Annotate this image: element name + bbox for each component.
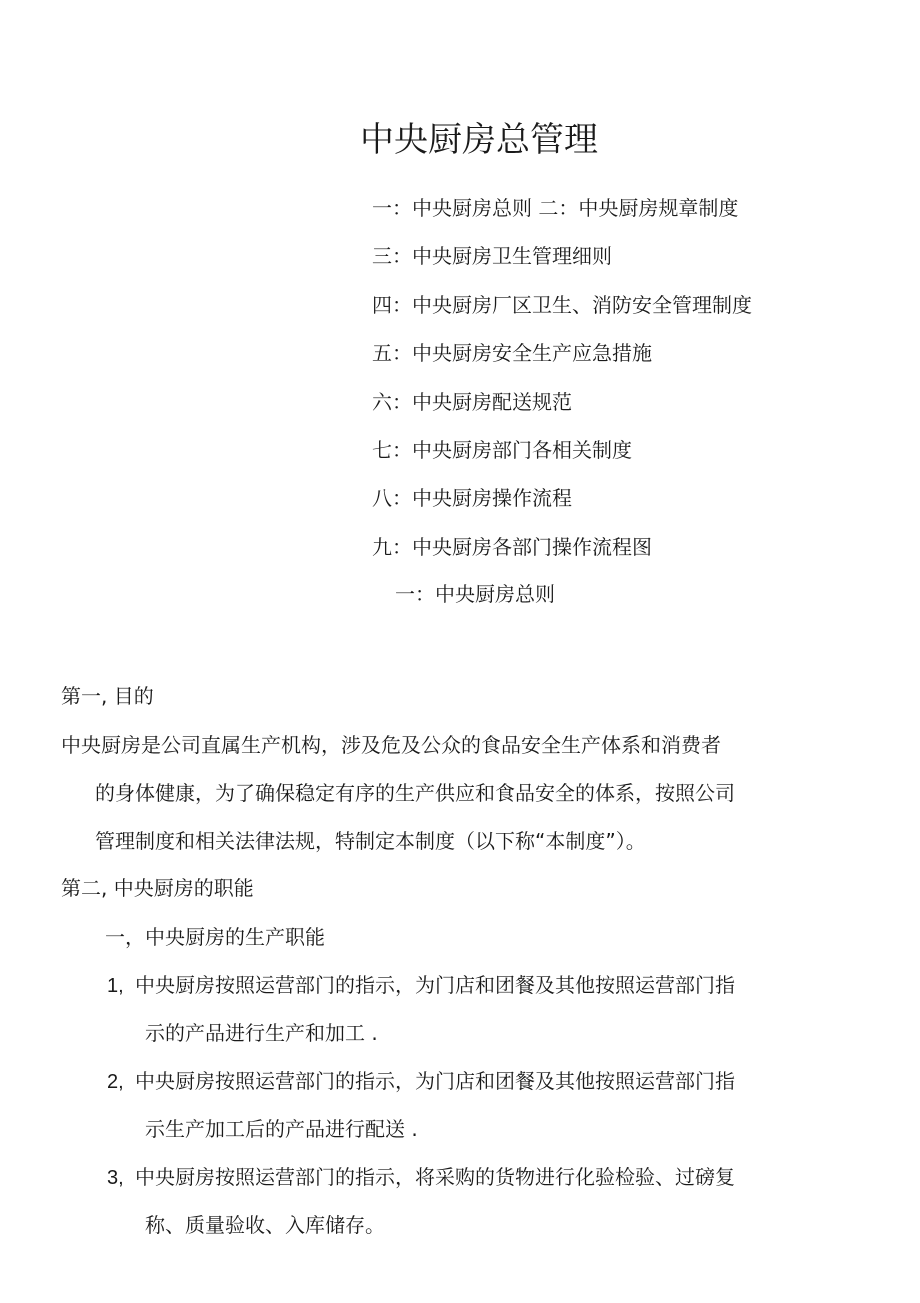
paragraph-line: 中央厨房是公司直属生产机构，涉及危及公众的食品安全生产体系和消费者 [61,733,721,757]
list-item [107,1065,735,1098]
paragraph-line: 管理制度和相关法律法规，特制定本制度（以下称“本制度”）。 [95,829,646,853]
paragraph-line: 的身体健康，为了确保稳定有序的生产供应和食品安全的体系，按照公司 [95,781,735,805]
toc-item: 六：中央厨房配送规范 [372,389,572,414]
toc-item: 四：中央厨房厂区卫生、消防安全管理制度 [372,292,752,317]
list-item-text: 中央厨房按照运营部门的指示，将采购的货物进行化验检验、过磅复 [135,1165,735,1189]
toc-item: 五：中央厨房安全生产应急措施 [372,341,652,366]
list-item-continuation: 示的产品进行生产和加工 . [145,1021,378,1045]
article-heading: 第一, 目的 [61,684,154,708]
document-title: 中央厨房总管理 [360,120,598,160]
list-item [107,969,735,1002]
article-heading: 第二, 中央厨房的职能 [61,876,254,900]
toc-item: 八：中央厨房操作流程 [372,486,572,511]
list-item-continuation: 称、质量验收、入库储存。 [145,1213,385,1237]
section-heading: 一：中央厨房总则 [395,582,555,606]
list-item-continuation: 示生产加工后的产品进行配送 . [145,1117,418,1141]
toc-item: 九：中央厨房各部门操作流程图 [372,534,652,559]
sub-heading: 一，中央厨房的生产职能 [105,925,325,949]
list-item-number: 2, [107,1071,124,1093]
list-item-number: 3, [107,1167,124,1189]
list-item [107,1161,735,1194]
table-of-contents [372,192,752,579]
list-item-number: 1, [107,975,124,997]
list-item-text: 中央厨房按照运营部门的指示，为门店和团餐及其他按照运营部门指 [135,973,735,997]
list-item-text: 中央厨房按照运营部门的指示，为门店和团餐及其他按照运营部门指 [135,1069,735,1093]
toc-item: 七：中央厨房部门各相关制度 [372,437,632,462]
toc-item: 三：中央厨房卫生管理细则 [372,244,612,269]
toc-item: 一：中央厨房总则 二：中央厨房规章制度 [372,196,739,220]
